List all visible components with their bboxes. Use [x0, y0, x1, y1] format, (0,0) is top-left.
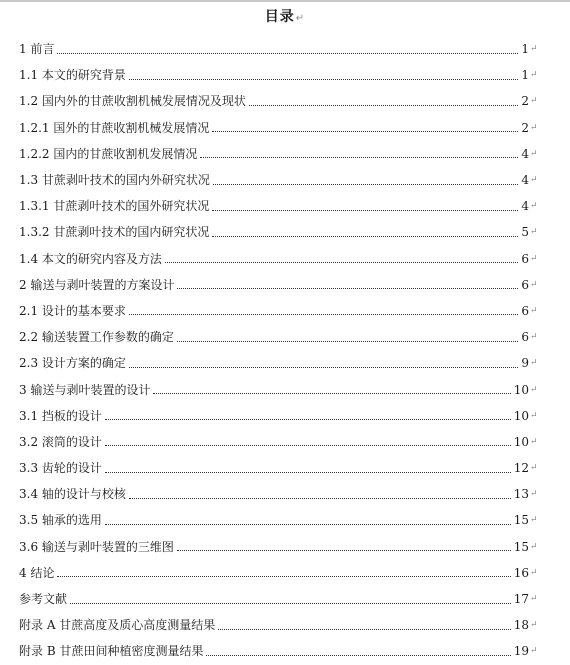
dot-leader	[212, 210, 518, 211]
toc-title	[0, 7, 570, 29]
toc-entry-page-number: 9	[521, 356, 529, 371]
toc-entry-title: 2.1 设计的基本要求	[19, 303, 126, 318]
toc-entry-title: 3.1 挡板的设计	[19, 408, 102, 423]
toc-entry-title: 1 前言	[19, 42, 55, 57]
toc-entry-page-number: 4	[521, 173, 529, 188]
toc-entry[interactable]	[19, 507, 539, 533]
toc-entry[interactable]	[19, 534, 539, 560]
dot-leader	[200, 157, 518, 158]
toc-entry-page-number: 13	[513, 487, 529, 502]
toc-entry-page-number: 6	[521, 330, 529, 345]
toc-entry-page-number: 17	[513, 592, 529, 607]
toc-entry-title: 3 输送与剥叶装置的设计	[19, 382, 151, 397]
toc-entry[interactable]	[19, 141, 539, 167]
dot-leader	[249, 105, 518, 106]
toc-entry[interactable]	[19, 429, 539, 455]
dot-leader	[129, 79, 518, 80]
dot-leader	[129, 367, 518, 368]
paragraph-mark-icon: ↵	[530, 541, 538, 552]
dot-leader	[105, 472, 511, 473]
paragraph-mark-icon: ↵	[530, 384, 538, 395]
toc-entry-title: 1.3.1 甘蔗剥叶技术的国外研究状况	[19, 199, 210, 214]
toc-entry[interactable]	[19, 115, 539, 141]
paragraph-mark-icon: ↵	[530, 305, 538, 316]
toc-entry-title: 2 输送与剥叶装置的方案设计	[19, 277, 175, 292]
toc-entry-title: 1.2.1 国外的甘蔗收割机械发展情况	[19, 120, 210, 135]
dot-leader	[218, 629, 510, 630]
toc-entry-title: 2.2 输送装置工作参数的确定	[19, 330, 174, 345]
dot-leader	[105, 524, 511, 525]
dot-leader	[177, 288, 518, 289]
toc-entry[interactable]	[19, 560, 539, 586]
dot-leader	[206, 655, 510, 656]
toc-entry-title: 参考文献	[19, 592, 68, 607]
paragraph-mark-icon: ↵	[530, 410, 538, 421]
toc-entry-title: 附录 A 甘蔗高度及质心高度测量结果	[19, 618, 216, 633]
paragraph-mark-icon: ↵	[530, 201, 538, 212]
toc-entry-page-number: 2	[521, 120, 529, 135]
toc-entry-page-number: 4	[521, 199, 529, 214]
toc-entry-title: 4 结论	[19, 565, 55, 580]
paragraph-mark-icon: ↵	[530, 96, 538, 107]
paragraph-mark-icon: ↵	[530, 594, 538, 605]
toc-entry-page-number: 12	[513, 461, 529, 476]
dot-leader	[70, 603, 511, 604]
toc-entry-page-number: 10	[513, 408, 529, 423]
toc-entry[interactable]	[19, 612, 539, 638]
toc-entry-page-number: 2	[521, 94, 529, 109]
paragraph-mark-icon: ↵	[530, 279, 538, 290]
dot-leader	[213, 184, 518, 185]
toc-entry[interactable]	[19, 167, 539, 193]
paragraph-mark-icon: ↵	[530, 489, 538, 500]
paragraph-mark-icon: ↵	[530, 620, 538, 631]
paragraph-mark-icon: ↵	[530, 646, 538, 657]
paragraph-mark-icon: ↵	[530, 436, 538, 447]
paragraph-mark-icon: ↵	[530, 70, 538, 81]
paragraph-mark-icon: ↵	[530, 227, 538, 238]
toc-entry[interactable]	[19, 36, 539, 62]
paragraph-mark-icon: ↵	[530, 567, 538, 578]
toc-entry[interactable]	[19, 246, 539, 272]
toc-entry-title: 3.5 轴承的选用	[19, 513, 102, 528]
toc-entry[interactable]	[19, 586, 539, 612]
toc-entry[interactable]	[19, 403, 539, 429]
paragraph-mark-icon: ↵	[530, 358, 538, 369]
toc-entry-title: 1.2 国内外的甘蔗收割机械发展情况及现状	[19, 94, 246, 109]
toc-entry-page-number: 16	[513, 565, 529, 580]
toc-entry-page-number: 10	[513, 434, 529, 449]
paragraph-mark-icon: ↵	[530, 515, 538, 526]
toc-entry[interactable]	[19, 62, 539, 88]
toc-entry-page-number: 4	[521, 146, 529, 161]
dot-leader	[153, 393, 510, 394]
toc-entry[interactable]	[19, 350, 539, 376]
toc-entry-page-number: 6	[521, 303, 529, 318]
toc-entry[interactable]	[19, 324, 539, 350]
paragraph-mark-icon: ↵	[530, 463, 538, 474]
dot-leader	[129, 498, 511, 499]
dot-leader	[177, 341, 518, 342]
toc-entry-title: 1.1 本文的研究背景	[19, 68, 126, 83]
paragraph-mark-icon: ↵	[530, 253, 538, 264]
toc-entry-page-number: 1	[521, 42, 529, 57]
paragraph-mark-icon: ↵	[530, 44, 538, 55]
toc-entry-page-number: 15	[513, 539, 529, 554]
paragraph-mark-icon: ↵	[530, 332, 538, 343]
toc-entry[interactable]	[19, 219, 539, 245]
toc-entry[interactable]	[19, 272, 539, 298]
toc-entry[interactable]	[19, 638, 539, 664]
dot-leader	[165, 262, 518, 263]
toc-entry[interactable]	[19, 376, 539, 402]
toc-entry-page-number: 1	[521, 68, 529, 83]
toc-title-text: 目录	[264, 9, 295, 25]
toc-entry-page-number: 18	[513, 618, 529, 633]
toc-entry-title: 1.4 本文的研究内容及方法	[19, 251, 162, 266]
toc-entry-page-number: 15	[513, 513, 529, 528]
toc-entry-title: 1.3.2 甘蔗剥叶技术的国内研究状况	[19, 225, 210, 240]
toc-entry[interactable]	[19, 298, 539, 324]
toc-entry-page-number: 6	[521, 251, 529, 266]
toc-entry[interactable]	[19, 481, 539, 507]
toc-entry[interactable]	[19, 455, 539, 481]
paragraph-mark-icon: ↵	[295, 13, 306, 24]
toc-entry-title: 2.3 设计方案的确定	[19, 356, 126, 371]
dot-leader	[212, 236, 518, 237]
paragraph-mark-icon: ↵	[530, 148, 538, 159]
toc-entry-title: 3.6 输送与剥叶装置的三维图	[19, 539, 174, 554]
paragraph-mark-icon: ↵	[530, 175, 538, 186]
dot-leader	[177, 550, 511, 551]
toc-entry-page-number: 6	[521, 277, 529, 292]
toc-entry-title: 3.2 滚筒的设计	[19, 434, 102, 449]
toc-entry-title: 1.2.2 国内的甘蔗收割机发展情况	[19, 146, 198, 161]
toc-entry-title: 附录 B 甘蔗田间种植密度测量结果	[19, 644, 204, 659]
dot-leader	[57, 53, 518, 54]
dot-leader	[212, 131, 518, 132]
toc-entry-page-number: 10	[513, 382, 529, 397]
dot-leader	[105, 419, 511, 420]
toc-entry[interactable]	[19, 88, 539, 114]
toc-entry[interactable]	[19, 193, 539, 219]
toc-entry-title: 3.4 轴的设计与校核	[19, 487, 126, 502]
toc-entry-title: 3.3 齿轮的设计	[19, 461, 102, 476]
toc-entry-page-number: 19	[513, 644, 529, 659]
dot-leader	[57, 576, 510, 577]
toc-entry-title: 1.3 甘蔗剥叶技术的国内外研究状况	[19, 173, 210, 188]
toc-entry-page-number: 5	[521, 225, 529, 240]
dot-leader	[129, 314, 518, 315]
dot-leader	[105, 445, 511, 446]
paragraph-mark-icon: ↵	[530, 122, 538, 133]
table-of-contents	[19, 36, 539, 665]
